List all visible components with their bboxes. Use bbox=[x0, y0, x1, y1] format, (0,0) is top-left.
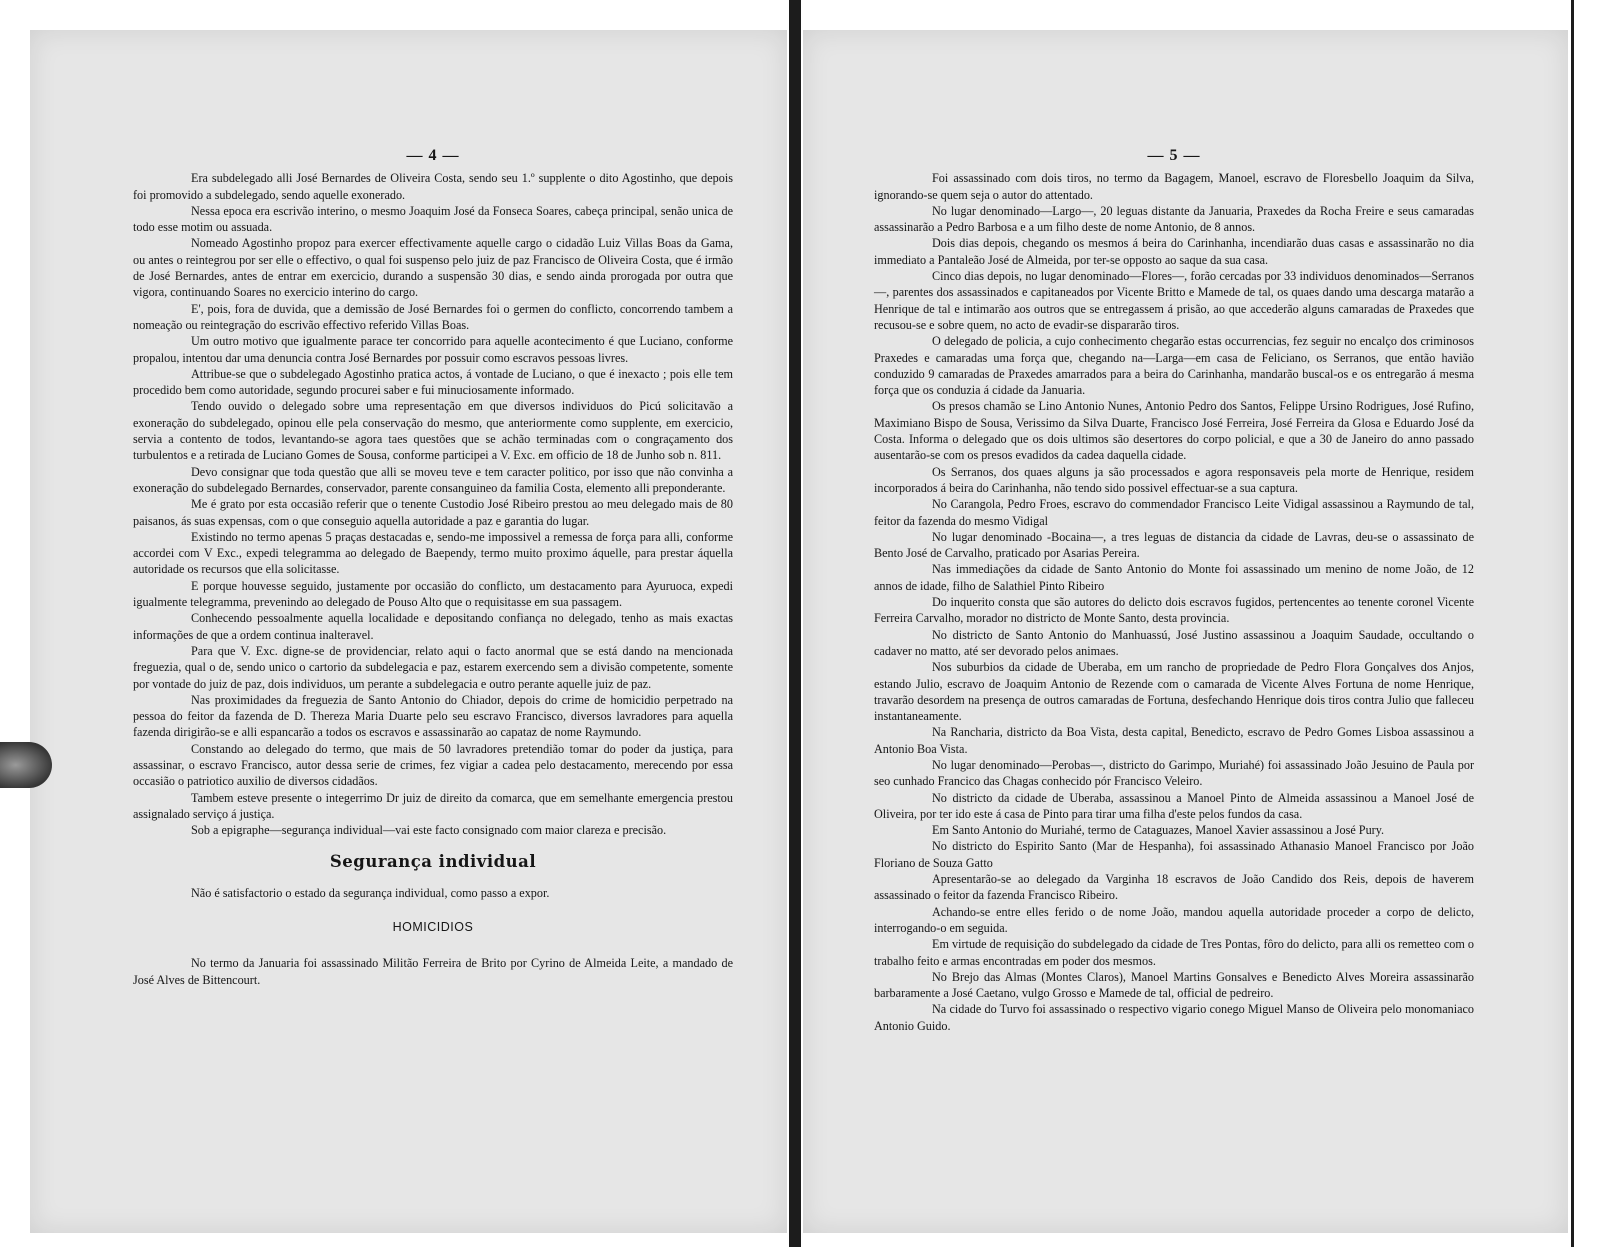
section-title: Segurança individual bbox=[329, 852, 537, 872]
paragraph: Tendo ouvido o delegado sobre uma representação em que diversos individuos do Picú solicitavão a exoneração do subdelegado, opinou elle pela conservação do mesmo, que anteriormente como supplente, em exercicio, servia a contento de todos, levantando-se agora taes questões que se achão terminadas com o congraçamento dos turbulentos e a retirada de Luciano Gomes de Sousa, conforme participei a V. Exc. em officio de 18 de Junho sob n. 811. bbox=[133, 399, 733, 463]
binding-clip bbox=[0, 742, 52, 788]
paragraph: No Brejo das Almas (Montes Claros), Manoel Martins Gonsalves e Benedicto Alves Moreira assassinarão barbaramente a José Caetano, vulgo Grosso e Mamede de tal, official de pedreiro. bbox=[874, 969, 1474, 1001]
paragraph: Nas immediações da cidade de Santo Antonio do Monte foi assassinado um menino de nome João, de 12 annos de idade, filho de Salathiel Pinto Ribeiro bbox=[874, 562, 1474, 593]
paragraph: O delegado de policia, a cujo conhecimento chegarão estas occurrencias, fez seguir no encalço dos criminosos Praxedes e camaradas uma força que, chegando na—Larga—em casa de Feliciano, os Serranos, que então havião conduzido 9 camaradas de Praxedes amarrados para a beira do Carinhanha, mandarão buscal-os e os entregarão á mesma força que os conduzia á cidade da Januaria. bbox=[874, 334, 1474, 398]
paragraph: No lugar denominado -Bocaina—, a tres leguas de distancia da cidade de Lavras, deu-se o assassinato de Bento José de Carvalho, praticado por Asarias Pereira. bbox=[874, 529, 1474, 561]
paragraph: No districto de Santo Antonio do Manhuassú, José Justino assassinou a Joaquim Saudade, occultando o cadaver no matto, até ser devorado pelos animaes. bbox=[874, 627, 1474, 658]
paragraph: Do inquerito consta que são autores do delicto dois escravos fugidos, pertencentes ao tenente coronel Vicente Ferreira Carvalho, morador no districto de Monte Santo, desta provincia. bbox=[874, 595, 1474, 626]
paragraph: Constando ao delegado do termo, que mais de 50 lavradores pretendião tomar do poder da justiça, para assassinar, o escravo Francisco, autor dessa serie de crimes, fez vigiar a cadea pelo destacamento, merecendo por essa occasião o patriotico auxilio de diversos cidadãos. bbox=[133, 741, 733, 789]
paragraph: Nos suburbios da cidade de Uberaba, em um rancho de propriedade de Pedro Flora Gonçalves dos Anjos, estando Julio, escravo de Joaquim Antonio de Rezende com o camarada de Vicente Alves Fortuna de nome Henrique, travarão desordem na presença de outros camaradas de Fortuna, desfechando Henrique dois tiros contra Julio que falleceu instantaneamente. bbox=[874, 660, 1474, 724]
page-number-left: — 4 — bbox=[406, 147, 460, 164]
paragraph: Em Santo Antonio do Muriahé, termo de Cataguazes, Manoel Xavier assassinou a José Pury. bbox=[932, 823, 1385, 838]
paragraph: No districto do Espirito Santo (Mar de Hespanha), foi assassinado Athanasio Manoel Francisco por João Floriano de Souza Gatto bbox=[874, 839, 1474, 870]
paragraph: No lugar denominado—Perobas—, districto do Garimpo, Muriahé) foi assassinado João Jesuino de Paula por seo cunhado Francico das Chagas conhecido pór Francisco Veleiro. bbox=[874, 757, 1474, 789]
paragraph: Apresentarão-se ao delegado da Varginha 18 escravos de João Candido dos Reis, depois de haverem assassinado o feitor da fazenda Francisco Ribeiro. bbox=[874, 872, 1474, 903]
paragraph: Attribue-se que o subdelegado Agostinho pratica actos, á vontade de Luciano, o que é inexacto ; pois elle tem procedido bem como autoridade, segundo procurei saber e fui minuciosamente informado. bbox=[133, 366, 733, 398]
left-page bbox=[30, 30, 787, 1233]
paragraph: Nomeado Agostinho propoz para exercer effectivamente aquelle cargo o cidadão Luiz Villas Boas da Gama, ou antes o reintegrou por ser elle o effectivo, o qual foi suspenso pelo juiz de paz Francisco de Oliveira Costa, que é irmão de José Bernardes, antes de entrar em exercicio, durando a suspensão 30 dias, e sendo ainda prorogada por outra que vigora, continuando Soares no exercicio interino do cargo. bbox=[133, 236, 733, 300]
paragraph: Em virtude de requisição do subdelegado da cidade de Tres Pontas, fôro do delicto, para alli os remetteo com o trabalho feito e armas encontradas em poder dos mesmos. bbox=[874, 937, 1474, 968]
paragraph: Era subdelegado alli José Bernardes de Oliveira Costa, sendo seu 1.º supplente o dito Agostinho, que depois foi promovido a subdelegado, sendo aquelle exonerado. bbox=[133, 171, 733, 202]
paragraph: No lugar denominado—Largo—, 20 leguas distante da Januaria, Praxedes da Rocha Freire e seus camaradas assassinarão a Pedro Barbosa e a um filho deste de nome Antonio, de 8 annos. bbox=[874, 203, 1474, 235]
paragraph: Os presos chamão se Lino Antonio Nunes, Antonio Pedro dos Santos, Felippe Ursino Rodrigues, José Rufino, Maximiano Bispo de Sousa, Verissimo da Silva Duarte, Francisco José Ferreira, José Ferreira da Glosa e Eduardo José da Costa. Informa o delegado que os dois ultimos são desertores do corpo policial, e que a 30 de Janeiro do anno passado ausentarão-se com os presos evadidos da cadea daquella cidade. bbox=[874, 399, 1474, 463]
subheading: HOMICIDIOS bbox=[392, 920, 474, 935]
paragraph: Me é grato por esta occasião referir que o tenente Custodio José Ribeiro prestou ao meu delegado mais de 80 paisanos, ás suas expensas, com o que conseguio aquella autoridade a paz e garantia do lugar. bbox=[133, 497, 733, 528]
page-edge-shadow bbox=[1571, 0, 1574, 1247]
paragraph: Conhecendo pessoalmente aquella localidade e depositando confiança no delegado, tenho as mais exactas informações de que a ordem continua inalteravel. bbox=[133, 611, 733, 642]
paragraph: Foi assassinado com dois tiros, no termo da Bagagem, Manoel, escravo de Floresbello Joaquim da Silva, ignorando-se quem seja o autor do attentado. bbox=[874, 171, 1474, 202]
paragraph: E', pois, fora de duvida, que a demissão de José Bernardes foi o germen do conflicto, concorrendo tambem a nomeação ou reintegração do escrivão effectivo referido Villas Boas. bbox=[133, 301, 733, 332]
paragraph: Nessa epoca era escrivão interino, o mesmo Joaquim José da Fonseca Soares, cabeça principal, senão unica de todo esse motim ou assuada. bbox=[133, 203, 733, 235]
paragraph: Na Rancharia, districto da Boa Vista, desta capital, Benedicto, escravo de Pedro Gomes Lisboa assassinou a Antonio Boa Vista. bbox=[874, 725, 1474, 756]
paragraph: Um outro motivo que igualmente parace ter concorrido para aquelle acontecimento é que Luciano, conforme propalou, intentou dar uma denuncia contra José Bernardes por possuir como escravos pessoas livres. bbox=[133, 334, 733, 365]
paragraph: Cinco dias depois, no lugar denominado—Flores—, forão cercadas por 33 individuos denominados—Serranos—, parentes dos assassinados e capitaneados por Vicente Britto e Mamede de tal, os quaes dando uma descarga matarão a Henrique de tal e intimarão aos outros que se entregassem á prisão, ao que accederão alguns camaradas de Praxedes que recusou-se e sobre quem, no acto de evadir-se dispararão tiros. bbox=[874, 269, 1474, 332]
paragraph: Achando-se entre elles ferido o de nome João, mandou aquella autoridade proceder a corpo de delicto, interrogando-o em seguida. bbox=[874, 904, 1474, 935]
paragraph: Nas proximidades da freguezia de Santo Antonio do Chiador, depois do crime de homicidio perpetrado na pessoa do feitor da fazenda de D. Thereza Maria Duarte pelo seu escravo Francisco, diversos lavradores para aquella fazenda dirigirão-se e alli espancarão a todos os escravos e assassinarão ao capataz de nome Raymundo. bbox=[133, 692, 733, 740]
paragraph: No districto da cidade de Uberaba, assassinou a Manoel Pinto de Almeida assassinou a Manoel José de Oliveira, por ter ido este á casa de Pinto para tirar uma filha d'este pelos fundos da casa. bbox=[874, 790, 1474, 821]
right-page bbox=[803, 30, 1568, 1233]
section-intro: Não é satisfactorio o estado da segurança individual, como passo a expor. bbox=[191, 885, 550, 900]
paragraph: Os Serranos, dos quaes alguns ja são processados e agora responsaveis pela morte de Henrique, residem incorporados á beira do Carinhanha, não tendo sido possivel effectuar-se a sua captura. bbox=[874, 464, 1474, 495]
paragraph: E porque houvesse seguido, justamente por occasião do conflicto, um destacamento para Ayuruoca, expedi igualmente telegramma, prevenindo ao delegado de Pouso Alto que o requisitasse em sua passagem. bbox=[133, 578, 733, 610]
paragraph: Sob a epigraphe—segurança individual—vai este facto consignado com maior clareza e precisão. bbox=[191, 823, 667, 838]
paragraph: Devo consignar que toda questão que alli se moveu teve e tem caracter politico, por isso que não convinha a exoneração do subdelegado Bernardes, conservador, parente consanguineo da familia Costa, elemento alli preponderante. bbox=[133, 464, 733, 495]
paragraph: Na cidade do Turvo foi assassinado o respectivo vigario conego Miguel Manso de Oliveira pelo monomaniaco Antonio Guido. bbox=[874, 1002, 1474, 1033]
book-gutter bbox=[789, 0, 801, 1247]
paragraph: Existindo no termo apenas 5 praças destacadas e, sendo-me impossivel a remessa de força para alli, conforme accordei com V Exc., expedi telegramma ao delegado de Baependy, termo muito proximo áquelle, para prestar áquella autoridade os recursos que ella solicitasse. bbox=[133, 529, 733, 577]
right-page-text-column bbox=[874, 148, 1474, 1034]
paragraph: No termo da Januaria foi assassinado Militão Ferreira de Brito por Cyrino de Almeida Leite, a mandado de José Alves de Bittencourt. bbox=[133, 956, 733, 987]
paragraph: Para que V. Exc. digne-se de providenciar, relato aqui o facto anormal que se está dando na mencionada freguezia, qual o de, sendo unico o cartorio da subdelegacia e paz, estarem exercendo sem a divisão competente, somente por vontade do juiz de paz, dois individuos, um perante a subdelegacia e outro perante aquelle juiz de paz. bbox=[133, 643, 733, 691]
paragraph: Dois dias depois, chegando os mesmos á beira do Carinhanha, incendiarão duas casas e assassinarão no dia immediato a Pantaleão José de Almeida, por ter-se opposto ao saque da sua casa. bbox=[874, 236, 1474, 267]
paragraph: Tambem esteve presente o integerrimo Dr juiz de direito da comarca, que em semelhante emergencia prestou assignalado serviço á justiça. bbox=[133, 790, 733, 821]
page-number-right: — 5 — bbox=[1147, 147, 1201, 164]
paragraph: No Carangola, Pedro Froes, escravo do commendador Francisco Leite Vidigal assassinou a Raymundo de tal, feitor da fazenda do mesmo Vidigal bbox=[874, 497, 1474, 528]
left-page-text-column bbox=[133, 148, 733, 988]
